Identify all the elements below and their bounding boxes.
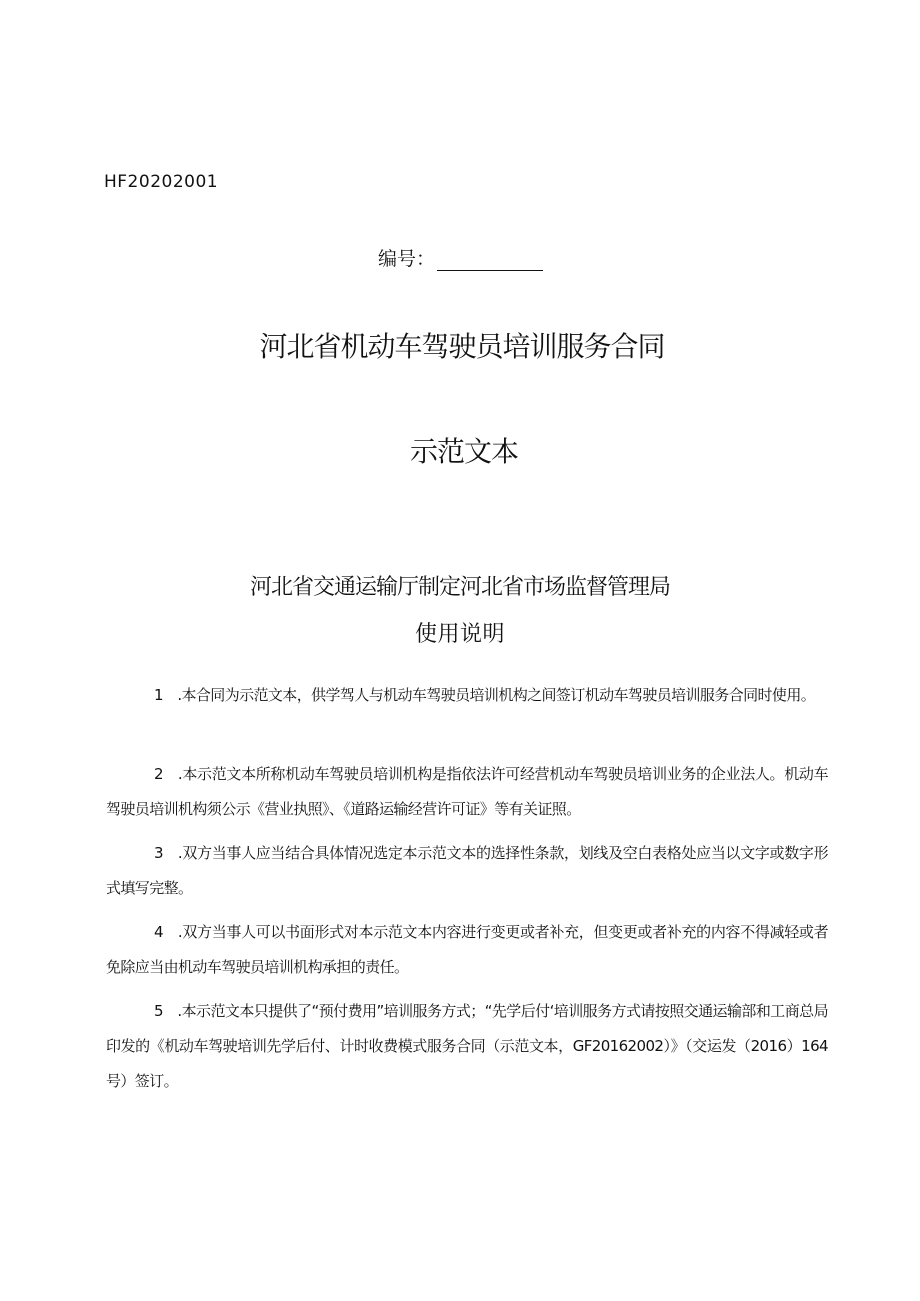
usage-instructions-heading: 使用说明 [414, 622, 505, 647]
instruction-paragraph-1: 1 .本合同为示范文本，供学驾人与机动车驾驶员培训机构之间签订机动车驾驶员培训服务合同时使用。 [154, 686, 816, 704]
contract-title: 河北省机动车驾驶员培训服务合同 [259, 330, 665, 363]
instruction-paragraph-5: 5 .本示范文本只提供了“预付费用”培训服务方式；“先学后付‘培训服务方式请按照交通运输部和工商总局印发的《机动车驾驶培训先学后付、计时收费模式服务合同（示范文本，GF20162002）》（交运发（2016）164号）签订。 [106, 1002, 828, 1090]
contract-number-label: 编号： [378, 248, 436, 270]
issuing-authorities: 河北省交通运输厅制定河北省市场监督管理局 [249, 575, 670, 600]
instruction-paragraph-4: 4 .双方当事人可以书面形式对本示范文本内容进行变更或者补充，但变更或者补充的内容不得减轻或者免除应当由机动车驾驶员培训机构承担的责任。 [106, 923, 828, 976]
instruction-paragraph-3: 3 .双方当事人应当结合具体情况选定本示范文本的选择性条款，划线及空白表格处应当以文字或数字形式填写完整。 [106, 844, 828, 897]
contract-subtitle: 示范文本 [409, 435, 518, 468]
contract-number-field[interactable] [378, 244, 543, 271]
instruction-paragraph-2: 2 .本示范文本所称机动车驾驶员培训机构是指依法许可经营机动车驾驶员培训业务的企业法人。机动车驾驶员培训机构须公示《营业执照》、《道路运输经营许可证》等有关证照。 [106, 765, 828, 818]
document-code: HF20202001 [104, 172, 219, 192]
contract-number-blank[interactable] [437, 250, 543, 271]
